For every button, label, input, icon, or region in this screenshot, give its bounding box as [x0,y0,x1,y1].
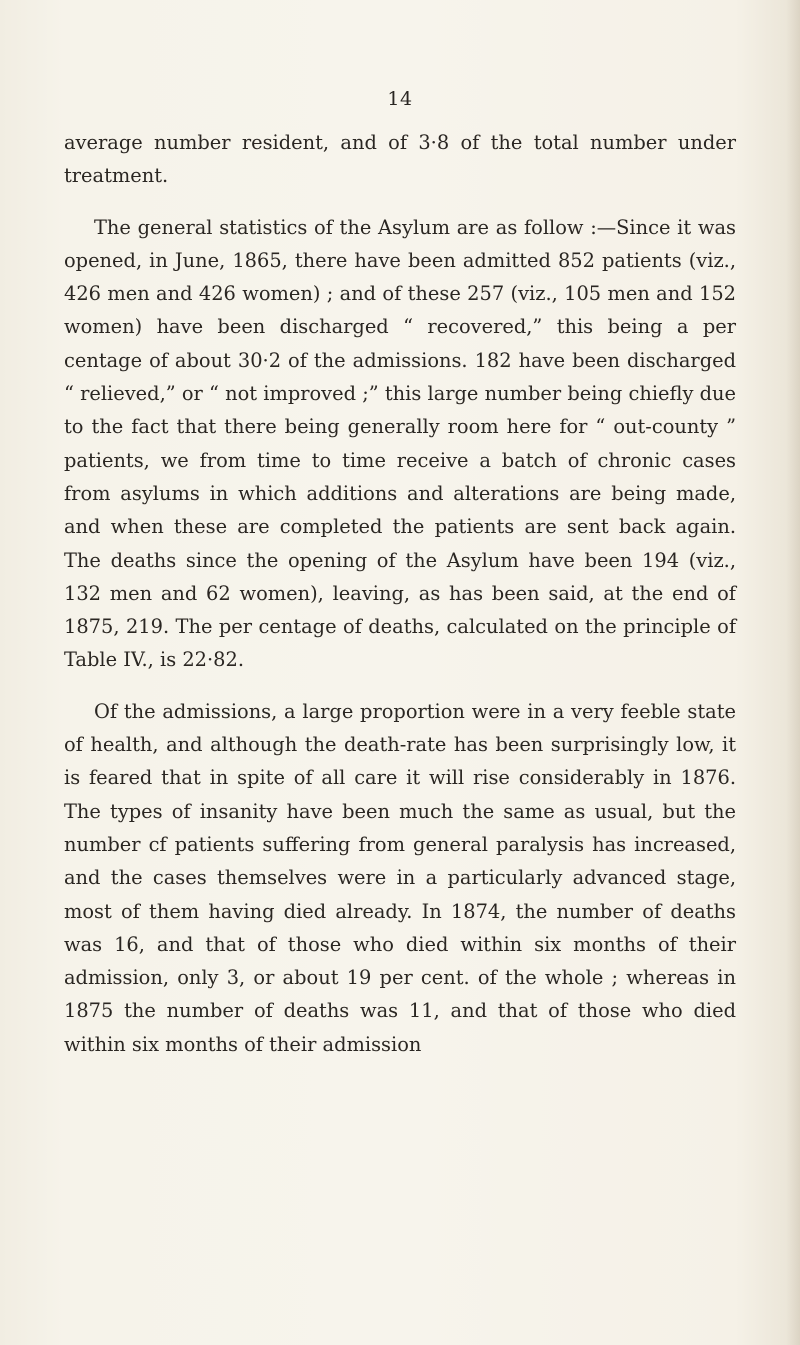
body-text [64,126,736,1061]
paragraph-admissions: Of the admissions, a large proportion were in a very feeble state of health, and although the death-rate has been surprisingly low, it is feared that in spite of all care it will rise considerably in 1876. The types of insanity have been much the same as usual, but the number cf patients suffering from general paralysis has increased, and the cases themselves were in a particularly advanced stage, most of them having died already. In 1874, the number of deaths was 16, and that of those who died within six months of their admission, only 3, or about 19 per cent. of the whole ; whereas in 1875 the number of deaths was 11, and that of those who died within six months of their admission [64,699,736,1056]
page-number: 14 [387,88,413,110]
paragraph-continuation: average number resident, and of 3·8 of the total number under treatment. [64,131,736,188]
paragraph-general-statistics: The general statistics of the Asylum are as follow :—Since it was opened, in June, 1865, there have been admitted 852 patients (viz., 426 men and 426 women) ; and of these 257 (viz., 105 men and 152 women) have been discharged “ recovered,” this being a per centage of about 30·2 of the admissions. 182 have been discharged “ relieved,” or “ not improved ;” this large number being chiefly due to the fact that there being generally room here for “ out-county ” patients, we from time to time receive a batch of chronic cases from asylums in which additions and alterations are being made, and when these are completed the patients are sent back again. The deaths since the opening of the Asylum have been 194 (viz., 132 men and 62 women), leaving, as has been said, at the end of 1875, 219. The per centage of deaths, calculated on the principle of Table IV., is 22·82. [64,215,736,672]
page-edge-shadow [786,0,800,1345]
